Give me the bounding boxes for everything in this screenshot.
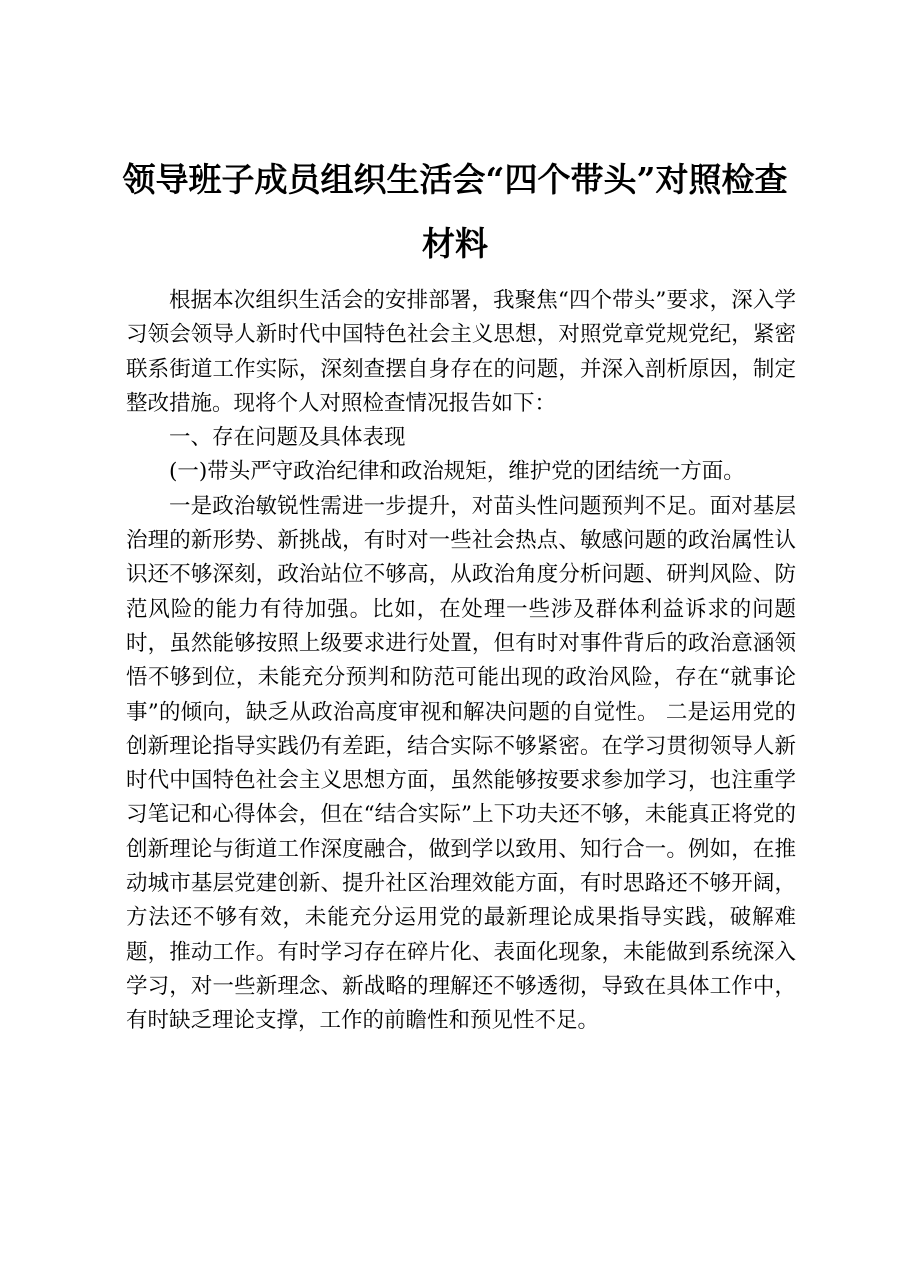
subsection-heading: (一)带头严守政治纪律和政治规矩，维护党的团结统一方面。	[169, 459, 745, 485]
document-title: 领导班子成员组织生活会“四个带头”对照检查材料	[122, 160, 788, 263]
section-heading: 一、存在问题及具体表现	[169, 425, 406, 451]
intro-paragraph: 根据本次组织生活会的安排部署，我聚焦“四个带头”要求，深入学习领会领导人新时代中国特色社会主义思想，对照党章党规党纪，紧密联系街道工作实际，深刻查摆自身存在的问题，并深入剖析原因，制定整改措施。现将个人对照检查情况报告如下：	[126, 288, 796, 416]
document-body	[126, 284, 796, 1039]
body-paragraph: 一是政治敏锐性需进一步提升，对苗头性问题预判不足。面对基层治理的新形势、新挑战，有时对一些社会热点、敏感问题的政治属性认识还不够深刻，政治站位不够高，从政治角度分析问题、研判风险、防范风险的能力有待加强。比如，在处理一些涉及群体利益诉求的问题时，虽然能够按照上级要求进行处置，但有时对事件背后的政治意涵领悟不够到位，未能充分预判和防范可能出现的政治风险，存在“就事论事”的倾向，缺乏从政治高度审视和解决问题的自觉性。 二是运用党的创新理论指导实践仍有差距，结合实际不够紧密。在学习贯彻领导人新时代中国特色社会主义思想方面，虽然能够按要求参加学习，也注重学习笔记和心得体会，但在“结合实际”上下功夫还不够，未能真正将党的创新理论与街道工作深度融合，做到学以致用、知行合一。例如，在推动城市基层党建创新、提升社区治理效能方面，有时思路还不够开阔，方法还不够有效，未能充分运用党的最新理论成果指导实践，破解难题，推动工作。有时学习存在碎片化、表面化现象，未能做到系统深入学习，对一些新理念、新战略的理解还不够透彻，导致在具体工作中，有时缺乏理论支撑，工作的前瞻性和预见性不足。	[126, 493, 796, 1034]
